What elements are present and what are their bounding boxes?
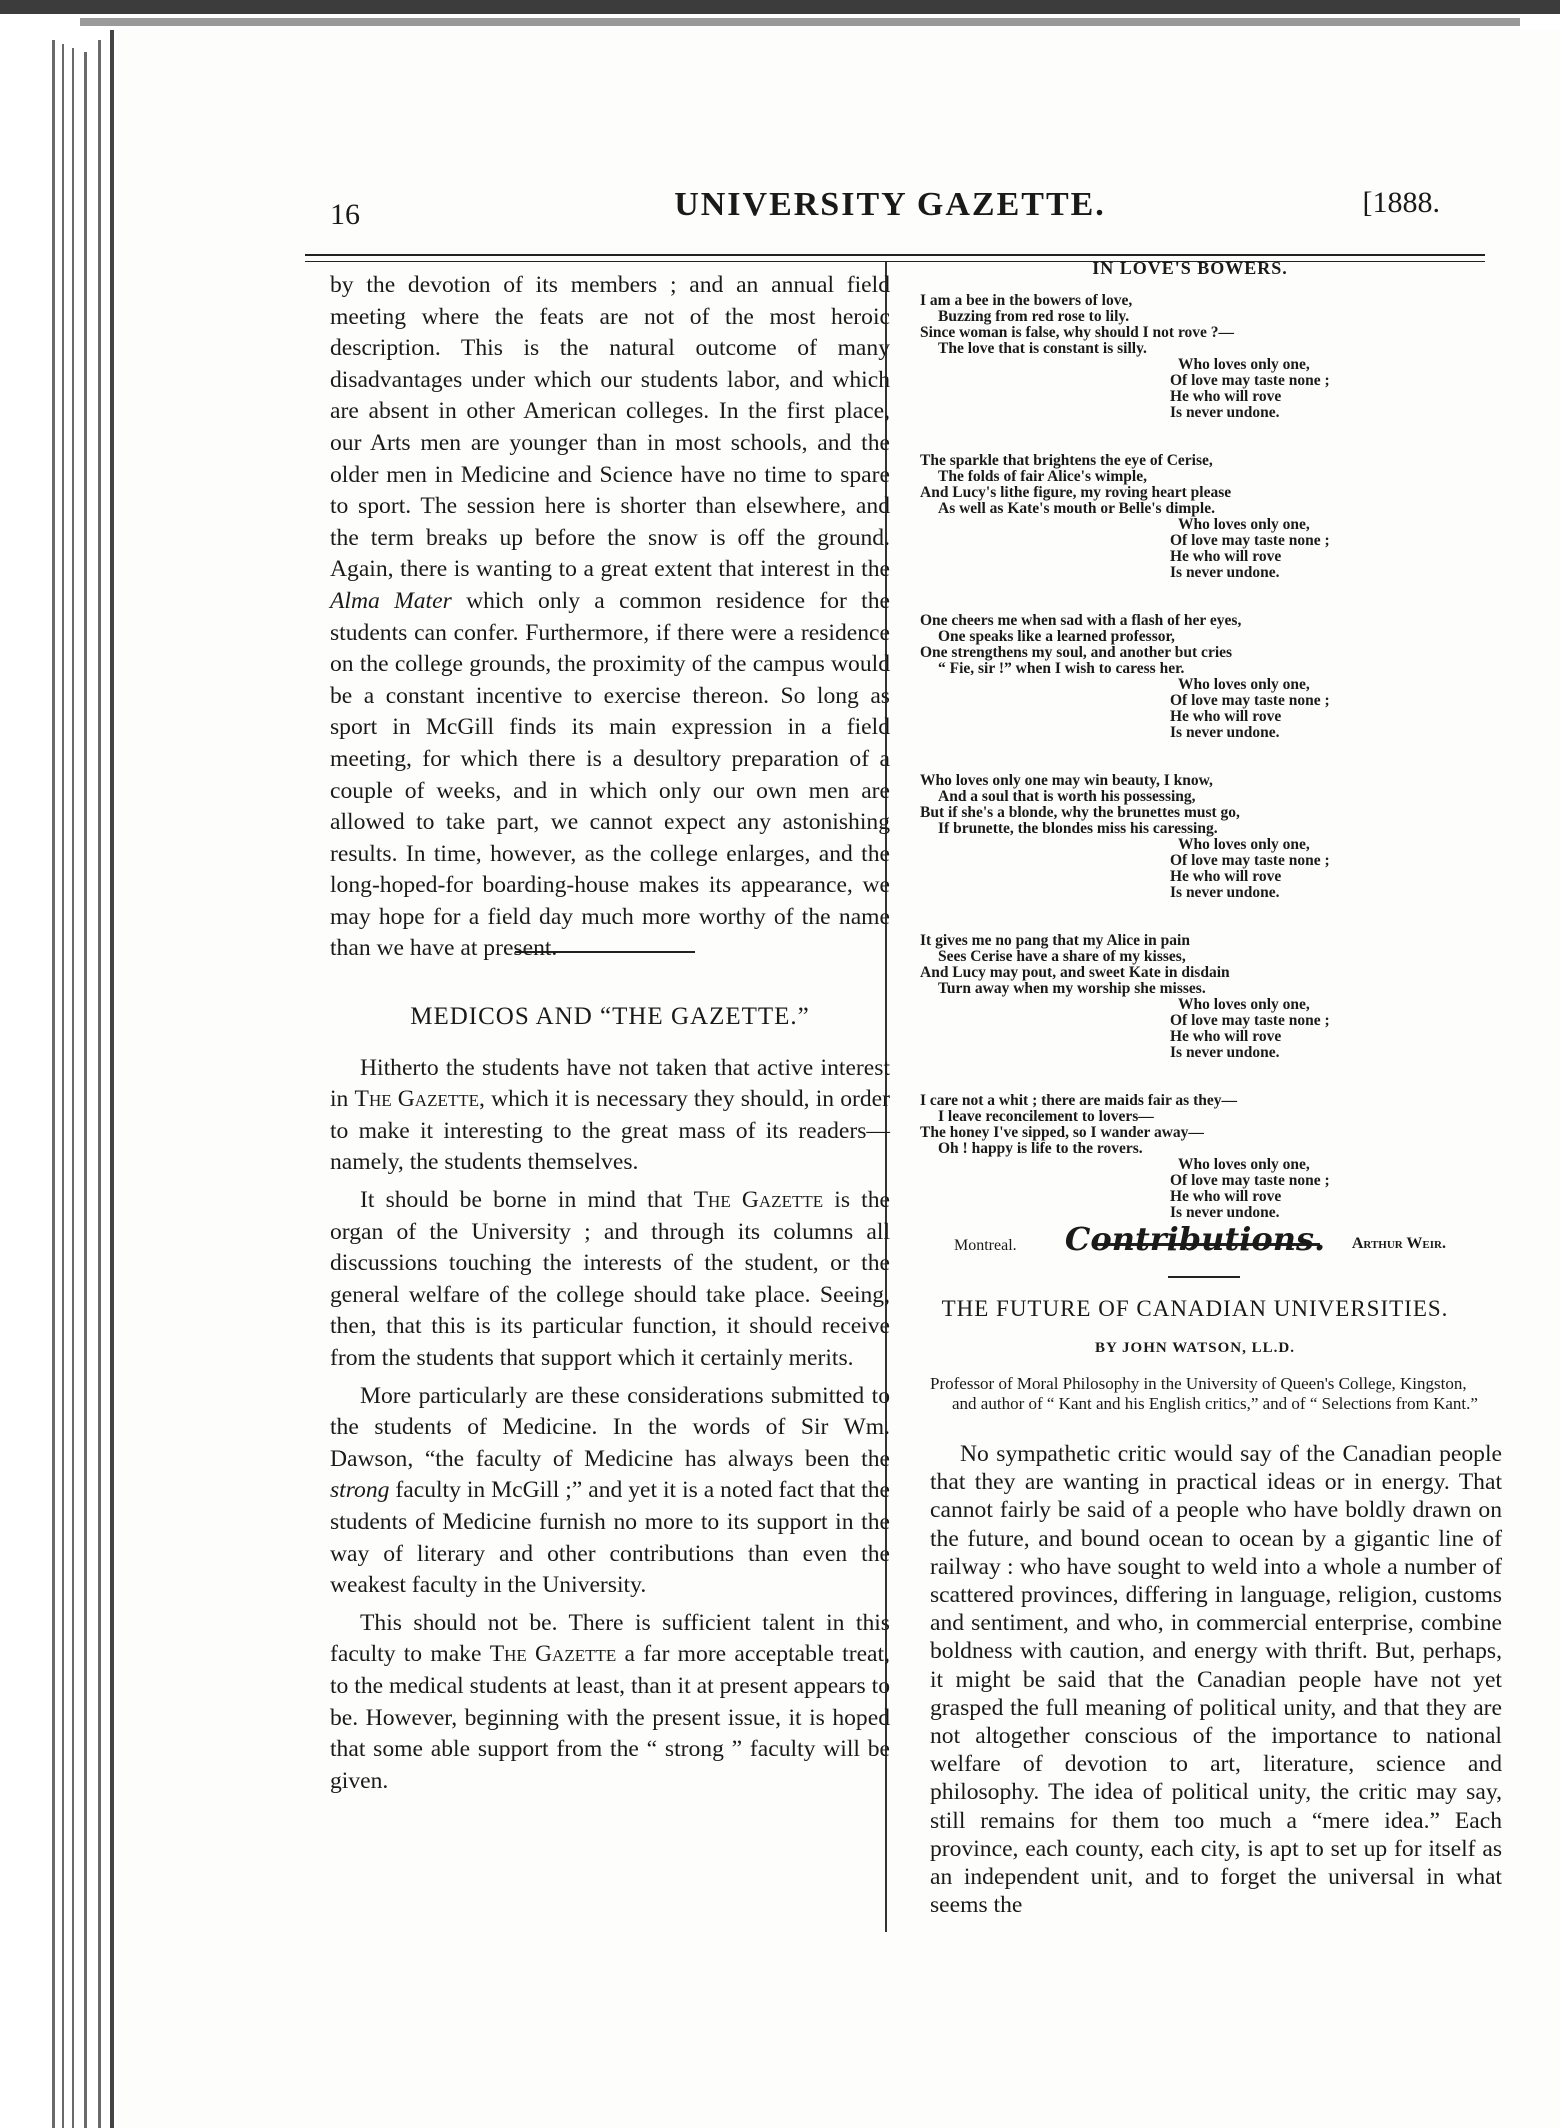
- article-title: THE FUTURE OF CANADIAN UNIVERSITIES.: [941, 1296, 1449, 1321]
- poem-line: And Lucy's lithe figure, my roving heart please: [920, 484, 1232, 501]
- author-affiliation: Professor of Moral Philosophy in the University of Queen's College, Kingston, and author of “ Kant and his English critics,” and of “ Selections from Kant.”: [930, 1374, 1478, 1413]
- poem-line: And a soul that is worth his possessing,: [938, 788, 1196, 805]
- poem-refrain-line: Of love may taste none ;: [1170, 1172, 1330, 1189]
- poem-refrain-line: He who will rove: [1170, 548, 1282, 565]
- poem-line: The love that is constant is silly.: [938, 340, 1147, 357]
- poem-refrain-line: Is never undone.: [1170, 1204, 1280, 1221]
- poem-refrain-line: He who will rove: [1170, 388, 1282, 405]
- poem-line: It gives me no pang that my Alice in pain: [920, 932, 1190, 949]
- poem-refrain-line: Of love may taste none ;: [1170, 372, 1330, 389]
- poem-line: I leave reconcilement to lovers—: [938, 1108, 1154, 1125]
- poem-stanza: [920, 1093, 1460, 1221]
- poem-refrain-line: Who loves only one,: [1178, 996, 1310, 1013]
- poem-line: Since woman is false, why should I not rove ?—: [920, 324, 1235, 341]
- page-edge-line: [110, 30, 114, 2128]
- poem-line: “ Fie, sir !” when I wish to caress her.: [938, 660, 1185, 677]
- poem-place: Montreal.: [954, 1237, 1017, 1254]
- paragraph: This should not be. There is sufficient talent in this faculty to make The Gazette a far more acceptable treat, to the medical students at least, than it at present appears to be. However, beginning with the present issue, it is hoped that some able support from the “ strong ” faculty will be given.: [330, 1609, 890, 1794]
- poem: [920, 258, 1460, 1257]
- article-byline: BY JOHN WATSON, LL.D.: [1095, 1340, 1295, 1356]
- page-header: [330, 186, 1450, 236]
- poem-stanzas: [920, 293, 1460, 1221]
- poem-line: And Lucy may pout, and sweet Kate in disdain: [920, 964, 1230, 981]
- poem-refrain-line: Is never undone.: [1170, 404, 1280, 421]
- poem-stanza: [920, 613, 1460, 741]
- poem-line: Who loves only one may win beauty, I know,: [920, 772, 1213, 789]
- contributions-rule: [1168, 1276, 1240, 1278]
- poem-stanza: [920, 773, 1460, 901]
- paragraph: It should be borne in mind that The Gazette is the organ of the University ; and through its columns all discussions touching the interests of the student, or the general welfare of the college should take place. Seeing, then, that this is its particular function, it should receive from the students that support which it certainly merits.: [330, 1187, 890, 1371]
- paragraph: More particularly are these considerations submitted to the students of Medicine. In the words of Sir Wm. Dawson, “the faculty of Medicine has always been the strong faculty in McGill ;” and yet it is a noted fact that the students of Medicine furnish no more to its support in the way of literary and other contributions than even the weakest faculty in the University.: [330, 1382, 890, 1599]
- left-column: [330, 270, 890, 1797]
- poem-refrain-line: Who loves only one,: [1178, 836, 1310, 853]
- paragraph: Hitherto the students have not taken that active interest in The Gazette, which it is necessary they should, in order to make it interesting to the great mass of its readers—namely, the students themselves.: [330, 1054, 890, 1176]
- poem-line: The sparkle that brightens the eye of Cerise,: [920, 452, 1213, 469]
- poem-refrain-line: Is never undone.: [1170, 884, 1280, 901]
- poem-line: As well as Kate's mouth or Belle's dimple.: [938, 500, 1215, 517]
- poem-line: The folds of fair Alice's wimple,: [938, 468, 1147, 485]
- poem-refrain-line: Who loves only one,: [1178, 356, 1310, 373]
- poem-line: Buzzing from red rose to lily.: [938, 308, 1130, 325]
- poem-refrain-line: Of love may taste none ;: [1170, 1012, 1330, 1029]
- book-top-edge: [0, 0, 1560, 14]
- page-edge-line: [52, 40, 55, 2128]
- page-edge-line: [62, 44, 64, 2128]
- contributions-heading: Contributions.: [1064, 1220, 1326, 1258]
- poem-refrain-line: Of love may taste none ;: [1170, 852, 1330, 869]
- page-edge-line: [84, 52, 87, 2128]
- poem-line: One cheers me when sad with a flash of her eyes,: [920, 612, 1242, 629]
- poem-refrain-line: Who loves only one,: [1178, 1156, 1310, 1173]
- poem-refrain-line: He who will rove: [1170, 868, 1282, 885]
- poem-refrain-line: He who will rove: [1170, 708, 1282, 725]
- poem-refrain-line: Who loves only one,: [1178, 676, 1310, 693]
- book-top-edge-inner: [80, 18, 1520, 26]
- poem-refrain-line: Is never undone.: [1170, 724, 1280, 741]
- poem-refrain-line: Is never undone.: [1170, 1044, 1280, 1061]
- poem-refrain-line: Of love may taste none ;: [1170, 692, 1330, 709]
- poem-stanza: [920, 453, 1460, 581]
- poem-stanza: [920, 933, 1460, 1061]
- running-title: UNIVERSITY GAZETTE.: [674, 186, 1106, 223]
- poem-refrain-line: He who will rove: [1170, 1028, 1282, 1045]
- poem-refrain-line: Who loves only one,: [1178, 516, 1310, 533]
- poem-line: One speaks like a learned professor,: [938, 628, 1175, 645]
- poem-refrain-line: He who will rove: [1170, 1188, 1282, 1205]
- poem-line: Turn away when my worship she misses.: [938, 980, 1206, 997]
- poem-line: But if she's a blonde, why the brunettes must go,: [920, 804, 1240, 821]
- poem-stanza: [920, 293, 1460, 421]
- page-number: 16: [330, 198, 360, 231]
- poem-refrain-line: Is never undone.: [1170, 564, 1280, 581]
- poem-line: Oh ! happy is life to the rovers.: [938, 1140, 1143, 1157]
- issue-year: [1888.: [1362, 186, 1440, 219]
- poem-line: The honey I've sipped, so I wander away—: [920, 1124, 1204, 1141]
- poem-line: I am a bee in the bowers of love,: [920, 292, 1133, 309]
- poem-line: If brunette, the blondes miss his caressing.: [938, 820, 1218, 837]
- poem-line: I care not a whit ; there are maids fair as they—: [920, 1092, 1237, 1109]
- section-title: MEDICOS AND “THE GAZETTE.”: [410, 1003, 810, 1031]
- poem-title: IN LOVE'S BOWERS.: [1092, 258, 1288, 278]
- poem-line: Sees Cerise have a share of my kisses,: [938, 948, 1186, 965]
- poem-refrain-line: Of love may taste none ;: [1170, 532, 1330, 549]
- page-edge-line: [98, 40, 101, 2128]
- poem-author: Arthur Weir.: [1351, 1235, 1446, 1252]
- page-edge-line: [72, 48, 74, 2128]
- article-body: No sympathetic critic would say of the Canadian people that they are wanting in practical ideas or in energy. That cannot fairly be said of a people who have boldly drawn on the future, and bound ocean to ocean by a gigantic line of railway : who have sought to weld into a whole a number of scattered provinces, differing in language, religion, customs and sentiment, and who, in commercial enterprise, combine boldness with caution, and energy with thrift. But, perhaps, it might be said that the Canadian people have not yet grasped the full meaning of political unity, and that they are not altogether conscious of the importance to national welfare of devotion to art, literature, science and philosophy. The idea of political unity, the critic may say, still remains for them too much a “mere idea.” Each province, each county, each city, is apt to set up for itself as an independent unit, and to forget the universal in what seems the: [930, 1441, 1502, 1919]
- poem-line: One strengthens my soul, and another but cries: [920, 644, 1233, 661]
- paragraph: by the devotion of its members ; and an annual field meeting where the feats are not of the most heroic description. This is the natural outcome of many disadvantages under which our students labor, and which are absent in other American colleges. In the first place, our Arts men are younger than in most schools, and the older men in Medicine and Science have no time to spare to sport. The session here is shorter than elsewhere, and the term breaks up before the snow is off the ground. Again, there is wanting to a great extent that interest in the Alma Mater which only a common residence for the students can confer. Furthermore, if there were a residence on the college grounds, the proximity of the campus would be a constant incentive to exercise thereon. So long as sport in McGill finds its main expression in a field meeting, for which there is a desultory preparation of a couple of weeks, and in which only our own men are allowed to take part, we cannot expect any astonishing results. In time, however, as the college enlarges, and the long-hoped-for boarding-house makes its appearance, we may hope for a field day much more worthy of the name than we have at present.: [330, 272, 890, 962]
